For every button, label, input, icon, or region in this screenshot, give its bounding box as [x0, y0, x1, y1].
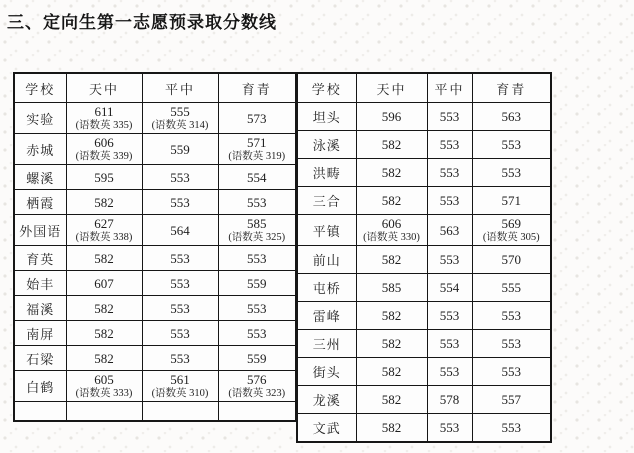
score-cell: [427, 215, 472, 246]
school-name-cell: 前山: [297, 246, 356, 274]
score-cell: [142, 402, 218, 422]
score-cell: [427, 187, 472, 215]
table-row: [297, 246, 551, 274]
score-cell: [472, 103, 551, 131]
score-cell: [356, 302, 427, 330]
score-cell: [356, 187, 427, 215]
score-cell: [142, 346, 218, 371]
score-cell: [218, 402, 296, 422]
score-subject-breakdown: (语数英 305): [482, 232, 540, 243]
score-value: 554: [247, 169, 267, 185]
school-name-cell: [14, 402, 66, 422]
school-name-cell: 白鹤: [14, 371, 66, 402]
table-row: [297, 215, 551, 246]
score-cell: [356, 159, 427, 187]
score-value: 553: [439, 193, 460, 208]
score-value: 582: [381, 165, 402, 180]
table-row: [297, 187, 551, 215]
score-table-right: [296, 72, 552, 443]
score-value: 596: [381, 109, 402, 124]
score-value: 553: [501, 336, 521, 351]
header-row: [14, 73, 296, 103]
score-value: 582: [381, 193, 402, 208]
school-name-cell: 街头: [297, 358, 356, 386]
table-row: [14, 371, 296, 402]
table-row: [14, 296, 296, 321]
score-value: 563: [501, 109, 521, 124]
score-value: 570: [501, 252, 521, 267]
score-value: 557: [501, 392, 521, 407]
school-name-cell: 赤城: [14, 134, 66, 165]
score-subject-breakdown: (语数英 325): [228, 232, 286, 243]
score-value: 607: [94, 275, 114, 291]
score-value: 553: [501, 420, 521, 435]
score-cell: [356, 330, 427, 358]
score-value: 553: [439, 165, 460, 180]
score-cell: [356, 103, 427, 131]
score-value: 582: [381, 420, 402, 435]
score-value: 606: [381, 216, 402, 231]
school-name-cell: 雷峰: [297, 302, 356, 330]
score-cell: [427, 386, 472, 414]
score-cell: [356, 131, 427, 159]
score-cell: [356, 215, 427, 246]
score-cell: [427, 414, 472, 443]
score-cell: [66, 103, 142, 134]
score-cell: [472, 358, 551, 386]
score-subject-breakdown: (语数英 323): [228, 388, 286, 399]
score-cell: [142, 165, 218, 190]
score-cell: [356, 358, 427, 386]
score-value: 553: [247, 300, 267, 316]
score-cell: [66, 321, 142, 346]
score-cell: [472, 414, 551, 443]
score-value: 553: [439, 336, 460, 351]
score-subject-breakdown: (语数英 314): [151, 120, 209, 131]
score-cell: [218, 190, 296, 215]
score-value: 553: [170, 250, 190, 266]
score-value: 553: [247, 325, 267, 341]
score-value: 559: [247, 275, 267, 291]
score-value: 553: [439, 252, 460, 267]
score-value: 561: [170, 372, 190, 387]
score-cell: [218, 134, 296, 165]
column-header: 平中: [427, 73, 472, 103]
page-title: 三、定向生第一志愿预录取分数线: [7, 13, 277, 32]
score-cell: [66, 134, 142, 165]
score-value: 554: [439, 280, 460, 295]
school-name-cell: 三合: [297, 187, 356, 215]
column-header: 育青: [218, 73, 296, 103]
score-value: 553: [439, 364, 460, 379]
school-name-cell: 南屏: [14, 321, 66, 346]
score-cell: [356, 274, 427, 302]
column-header: 学校: [14, 73, 66, 103]
score-cell: [142, 134, 218, 165]
score-value: 611: [94, 104, 114, 119]
score-cell: [218, 346, 296, 371]
score-value: 582: [94, 250, 114, 266]
table-row: [14, 246, 296, 271]
score-subject-breakdown: (语数英 339): [75, 151, 133, 162]
school-name-cell: 螺溪: [14, 165, 66, 190]
table-row: [297, 358, 551, 386]
score-cell: [472, 187, 551, 215]
table-row: [297, 103, 551, 131]
score-value: 553: [501, 308, 521, 323]
school-name-cell: 育英: [14, 246, 66, 271]
score-cell: [142, 321, 218, 346]
score-value: 563: [439, 222, 460, 238]
score-cell: [472, 159, 551, 187]
score-cell: [66, 371, 142, 402]
school-name-cell: 平镇: [297, 215, 356, 246]
score-value: 605: [94, 372, 114, 387]
score-value: 571: [501, 193, 521, 208]
score-cell: [427, 274, 472, 302]
school-name-cell: 外国语: [14, 215, 66, 246]
score-cell: [66, 190, 142, 215]
score-value: 585: [247, 216, 267, 231]
school-name-cell: 三州: [297, 330, 356, 358]
table-row: [14, 134, 296, 165]
score-subject-breakdown: (语数英 310): [151, 388, 209, 399]
header-row: [297, 73, 551, 103]
score-cell: [142, 371, 218, 402]
score-cell: [472, 302, 551, 330]
table-row: [14, 271, 296, 296]
score-cell: [427, 302, 472, 330]
score-value: 553: [439, 137, 460, 152]
table-row: [297, 131, 551, 159]
score-cell: [142, 103, 218, 134]
score-value: 582: [381, 252, 402, 267]
score-subject-breakdown: (语数英 319): [228, 151, 286, 162]
table-row: [297, 274, 551, 302]
table-row: [297, 159, 551, 187]
score-cell: [427, 159, 472, 187]
score-subject-breakdown: (语数英 330): [363, 232, 420, 243]
score-value: 553: [247, 194, 267, 210]
score-cell: [218, 271, 296, 296]
score-cell: [472, 386, 551, 414]
score-subject-breakdown: (语数英 333): [75, 388, 133, 399]
score-cell: [142, 271, 218, 296]
column-header: 天中: [66, 73, 142, 103]
score-value: 553: [439, 308, 460, 323]
score-value: 582: [94, 325, 114, 341]
score-subject-breakdown: (语数英 338): [75, 232, 133, 243]
table-row: [14, 321, 296, 346]
score-cell: [472, 274, 551, 302]
score-value: 582: [94, 350, 114, 366]
school-name-cell: 栖霞: [14, 190, 66, 215]
score-value: 553: [170, 300, 190, 316]
score-value: 559: [247, 350, 267, 366]
table-row: [297, 302, 551, 330]
school-name-cell: 洪畴: [297, 159, 356, 187]
score-value: 553: [170, 325, 190, 341]
score-cell: [66, 402, 142, 422]
score-cell: [356, 386, 427, 414]
score-value: 564: [170, 222, 190, 238]
school-name-cell: 龙溪: [297, 386, 356, 414]
score-value: 553: [247, 250, 267, 266]
table-row: [14, 103, 296, 134]
score-value: 578: [439, 392, 460, 407]
score-cell: [218, 321, 296, 346]
score-value: 576: [247, 372, 267, 387]
score-value: 553: [439, 109, 460, 124]
table-row: [14, 165, 296, 190]
score-cell: [218, 246, 296, 271]
score-value: 595: [94, 169, 114, 185]
score-value: 553: [501, 137, 521, 152]
score-value: 553: [170, 194, 190, 210]
score-value: 582: [381, 364, 402, 379]
score-cell: [472, 330, 551, 358]
score-cell: [142, 246, 218, 271]
score-cell: [142, 215, 218, 246]
table-row: [14, 402, 296, 422]
score-cell: [472, 215, 551, 246]
table-row: [14, 190, 296, 215]
score-cell: [66, 246, 142, 271]
score-cell: [66, 215, 142, 246]
score-cell: [472, 246, 551, 274]
score-value: 553: [170, 275, 190, 291]
score-value: 569: [501, 216, 521, 231]
score-value: 582: [381, 392, 402, 407]
column-header: 平中: [142, 73, 218, 103]
score-value: 582: [381, 336, 402, 351]
score-value: 553: [501, 364, 521, 379]
score-value: 571: [247, 135, 267, 150]
score-cell: [427, 103, 472, 131]
school-name-cell: 文武: [297, 414, 356, 443]
table-row: [297, 386, 551, 414]
score-value: 555: [501, 280, 521, 295]
school-name-cell: 福溪: [14, 296, 66, 321]
score-value: 553: [439, 420, 460, 435]
table-row: [14, 215, 296, 246]
score-cell: [142, 190, 218, 215]
column-header: 育青: [472, 73, 551, 103]
score-cell: [218, 296, 296, 321]
school-name-cell: 坦头: [297, 103, 356, 131]
column-header: 天中: [356, 73, 427, 103]
score-value: 582: [381, 137, 402, 152]
school-name-cell: 实验: [14, 103, 66, 134]
score-cell: [66, 165, 142, 190]
score-cell: [218, 103, 296, 134]
score-cell: [218, 371, 296, 402]
score-cell: [472, 131, 551, 159]
score-value: 582: [94, 300, 114, 316]
score-value: 553: [170, 169, 190, 185]
school-name-cell: 泳溪: [297, 131, 356, 159]
score-value: 559: [170, 141, 190, 157]
table-row: [297, 330, 551, 358]
column-header: 学校: [297, 73, 356, 103]
table-row: [297, 414, 551, 443]
table-row: [14, 346, 296, 371]
score-cell: [356, 414, 427, 443]
score-value: 582: [94, 194, 114, 210]
score-subject-breakdown: (语数英 335): [75, 120, 133, 131]
score-cell: [218, 215, 296, 246]
school-name-cell: 屯桥: [297, 274, 356, 302]
score-cell: [142, 296, 218, 321]
score-value: 582: [381, 308, 402, 323]
score-value: 573: [247, 110, 267, 126]
score-cell: [427, 330, 472, 358]
score-cell: [427, 246, 472, 274]
score-cell: [356, 246, 427, 274]
score-cell: [66, 296, 142, 321]
school-name-cell: 石梁: [14, 346, 66, 371]
score-cell: [66, 346, 142, 371]
score-value: 606: [94, 135, 114, 150]
score-cell: [218, 165, 296, 190]
score-value: 585: [381, 280, 402, 295]
score-cell: [427, 358, 472, 386]
score-value: 553: [170, 350, 190, 366]
school-name-cell: 始丰: [14, 271, 66, 296]
score-cell: [427, 131, 472, 159]
score-cell: [66, 271, 142, 296]
score-table-left: [13, 72, 297, 422]
score-value: 553: [501, 165, 521, 180]
score-value: 555: [170, 104, 190, 119]
score-value: 627: [94, 216, 114, 231]
